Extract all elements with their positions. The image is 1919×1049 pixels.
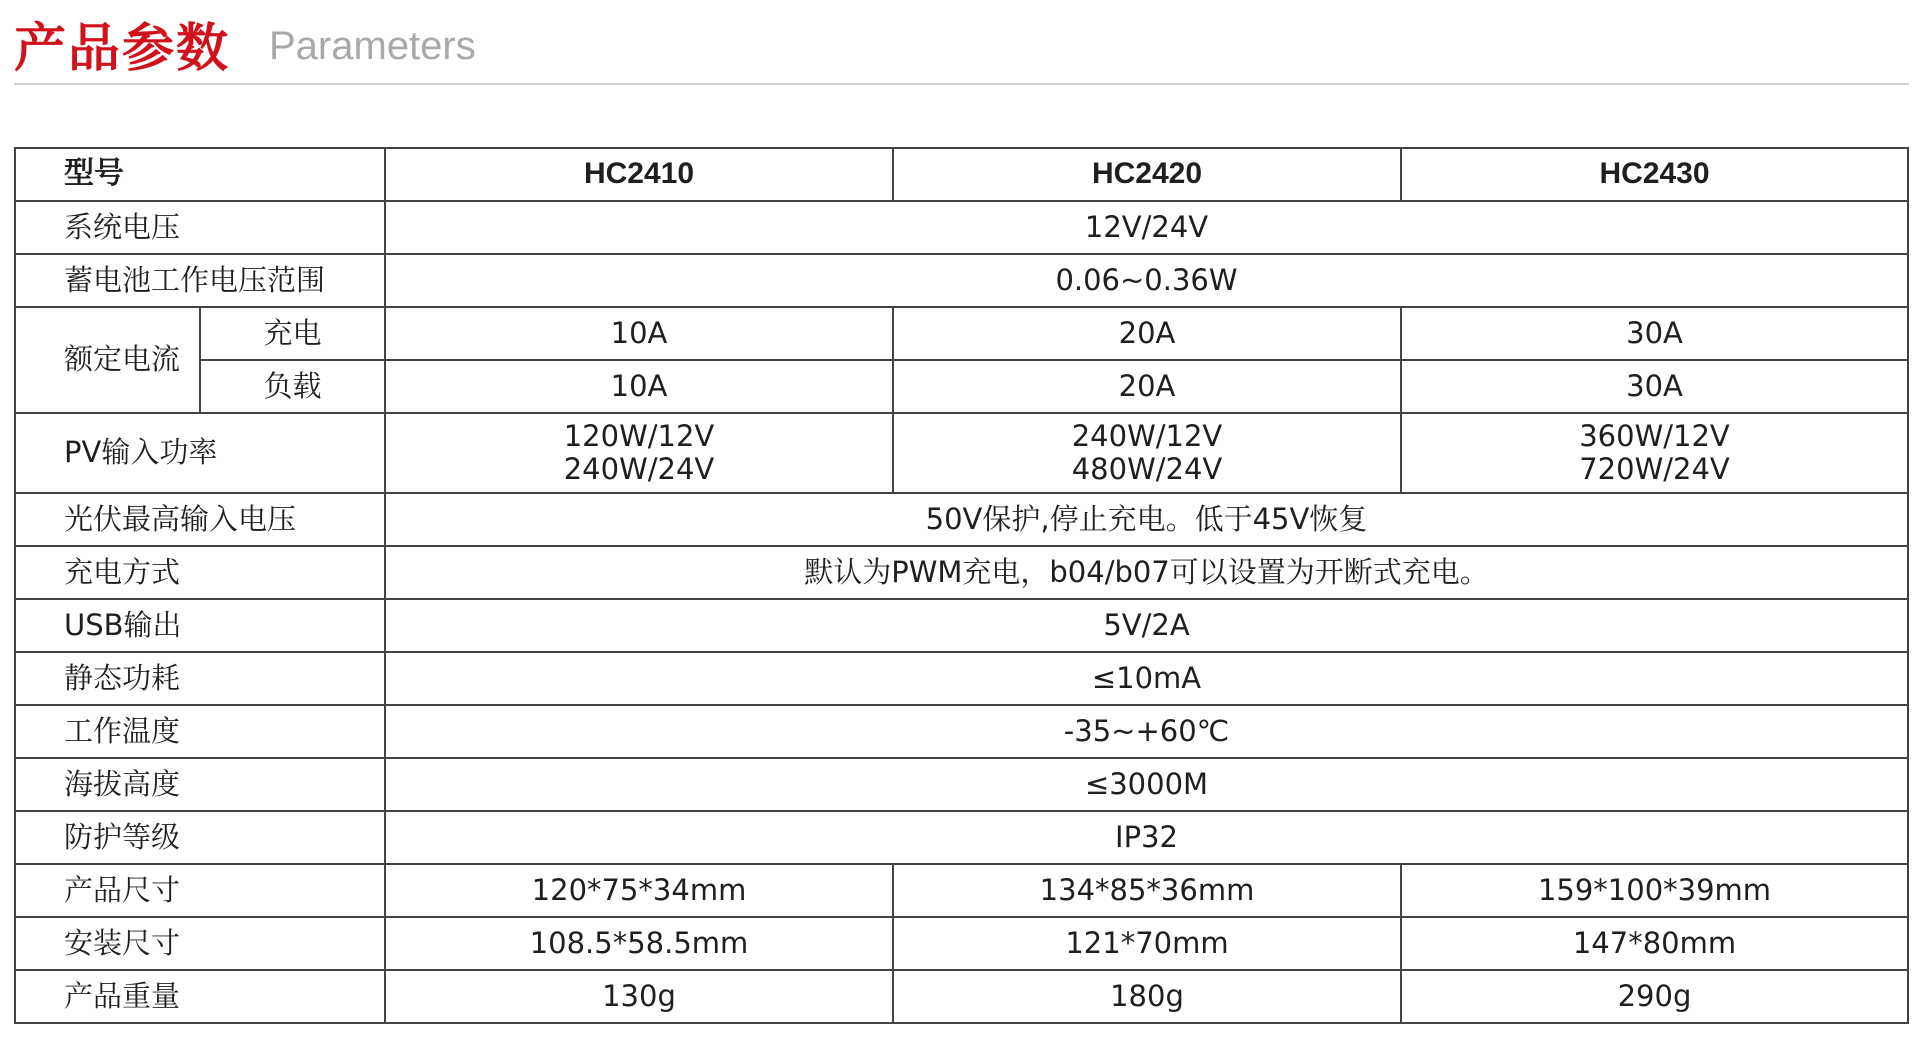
model-label: 型号: [15, 148, 385, 201]
pv-power-line: 120W/12V: [563, 418, 715, 453]
table-header-row: [15, 148, 1908, 201]
protection-grade-value: IP32: [385, 811, 1908, 864]
sublabel-charge: 充电: [200, 307, 385, 360]
row-label-battery-voltage-range: 蓄电池工作电压范围: [15, 254, 385, 307]
table-row: [15, 254, 1908, 307]
row-label-rated-current: 额定电流: [15, 307, 200, 413]
charge-current-hc2430: 30A: [1401, 307, 1908, 360]
table-row: [15, 758, 1908, 811]
operating-temp-value: -35~+60℃: [385, 705, 1908, 758]
table-row: [15, 307, 1908, 360]
table-row: [15, 652, 1908, 705]
pv-power-hc2430: [1401, 413, 1908, 493]
section-title-cn: 产品参数: [14, 19, 231, 79]
install-size-hc2410: 108.5*58.5mm: [385, 917, 893, 970]
row-label-pv-input-power: PV输入功率: [15, 413, 385, 493]
load-current-hc2410: 10A: [385, 360, 893, 413]
weight-hc2420: 180g: [893, 970, 1401, 1023]
pv-power-hc2410: [385, 413, 893, 493]
row-label-charge-mode: 充电方式: [15, 546, 385, 599]
charge-current-hc2420: 20A: [893, 307, 1401, 360]
table-row: [15, 599, 1908, 652]
section-title-en: Parameters: [269, 24, 476, 68]
row-label-operating-temp: 工作温度: [15, 705, 385, 758]
row-label-altitude: 海拔高度: [15, 758, 385, 811]
table-row: [15, 970, 1908, 1023]
pv-power-line: 240W/12V: [1071, 418, 1223, 453]
table-row: [15, 546, 1908, 599]
pv-max-voltage-value: 50V保护,停止充电。低于45V恢复: [385, 493, 1908, 546]
load-current-hc2430: 30A: [1401, 360, 1908, 413]
usb-output-value: 5V/2A: [385, 599, 1908, 652]
load-current-hc2420: 20A: [893, 360, 1401, 413]
table-row: [15, 705, 1908, 758]
weight-hc2410: 130g: [385, 970, 893, 1023]
row-label-protection-grade: 防护等级: [15, 811, 385, 864]
pv-power-hc2420: [893, 413, 1401, 493]
table-row: [15, 917, 1908, 970]
pv-power-line: 480W/24V: [1071, 452, 1223, 486]
row-label-pv-max-voltage: 光伏最高输入电压: [15, 493, 385, 546]
section-header: [14, 0, 1909, 84]
pv-power-line: 720W/24V: [1579, 452, 1730, 486]
battery-voltage-range-value: 0.06~0.36W: [385, 254, 1908, 307]
row-label-install-size: 安装尺寸: [15, 917, 385, 970]
install-size-hc2420: 121*70mm: [893, 917, 1401, 970]
parameters-table: [14, 147, 1909, 1024]
table-row: [15, 201, 1908, 254]
weight-hc2430: 290g: [1401, 970, 1908, 1023]
model-hc2420: HC2420: [893, 148, 1401, 201]
table-row: [15, 413, 1908, 493]
altitude-value: ≤3000M: [385, 758, 1908, 811]
pv-power-line: 360W/12V: [1579, 418, 1730, 453]
product-size-hc2410: 120*75*34mm: [385, 864, 893, 917]
system-voltage-value: 12V/24V: [385, 201, 1908, 254]
row-label-product-size: 产品尺寸: [15, 864, 385, 917]
table-row: [15, 360, 1908, 413]
static-consumption-value: ≤10mA: [385, 652, 1908, 705]
row-label-system-voltage: 系统电压: [15, 201, 385, 254]
table-row: [15, 493, 1908, 546]
install-size-hc2430: 147*80mm: [1401, 917, 1908, 970]
table-row: [15, 864, 1908, 917]
header-divider: [14, 83, 1909, 85]
product-size-hc2430: 159*100*39mm: [1401, 864, 1908, 917]
sublabel-load: 负载: [200, 360, 385, 413]
row-label-static-consumption: 静态功耗: [15, 652, 385, 705]
row-label-weight: 产品重量: [15, 970, 385, 1023]
model-hc2430: HC2430: [1401, 148, 1908, 201]
charge-mode-value: 默认为PWM充电，b04/b07可以设置为开断式充电。: [385, 546, 1908, 599]
charge-current-hc2410: 10A: [385, 307, 893, 360]
pv-power-line: 240W/24V: [563, 452, 715, 486]
table-row: [15, 811, 1908, 864]
row-label-usb-output: USB输出: [15, 599, 385, 652]
model-hc2410: HC2410: [385, 148, 893, 201]
product-size-hc2420: 134*85*36mm: [893, 864, 1401, 917]
